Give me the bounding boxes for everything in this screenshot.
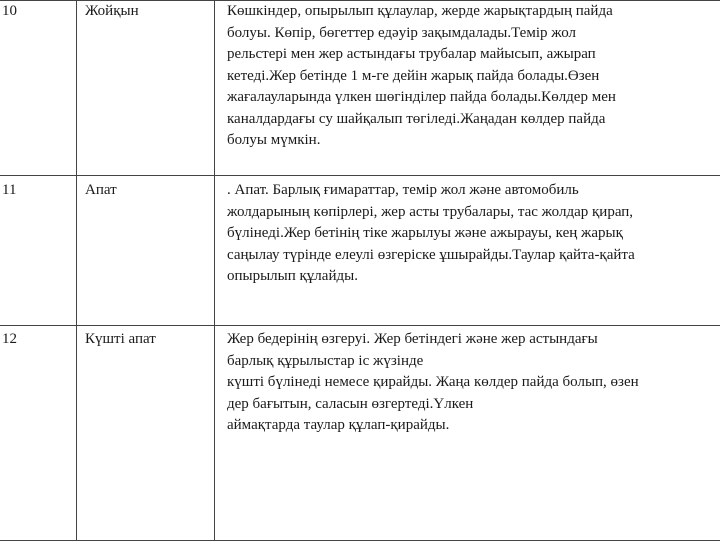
intensity-description: . Апат. Барлық ғимараттар, темір жол және автомобиль жолдарының көпірлері, жер асты трубалары, тас жолдар қирап, бүлінеді.Жер бетінің тіке жарылуы және ажырауы, кең жарық саңылау түрінде елеулі өзгеріске ұшырайды.Таулар қайта-қайта опырылып құлайды. [227,176,716,288]
description-cell [215,1,720,176]
intensity-name: Жойқын [85,1,214,23]
intensity-name-cell [77,176,215,326]
intensity-description: Көшкіндер, опырылып құлаулар, жерде жарықтардың пайда болуы. Көпір, бөгеттер едәуір зақымдалады.Темір жол рельстері мен жер астындағы трубалар майысып, ажырап кетеді.Жер бетінде 1 м-ге дейін жарық пайда болады.Өзен жағалауларында үлкен шөгінділер пайда болады.Көлдер мен каналдардағы су шайқалып төгіледі.Жаңадан көлдер пайда болуы мүмкін. [227,1,716,152]
row-number: 11 [2,176,76,202]
table-row [0,1,720,176]
table-row [0,326,720,541]
row-number-cell [0,326,77,541]
table-row [0,176,720,326]
row-number-cell [0,1,77,176]
row-number: 10 [2,1,76,23]
description-cell [215,326,720,541]
row-number-cell [0,176,77,326]
row-number: 12 [2,326,76,351]
intensity-name: Апат [85,176,214,202]
description-cell [215,176,720,326]
intensity-description: Жер бедерінің өзгеруі. Жер бетіндегі және жер астындағы барлық құрылыстар іс жүзінде күшті бүлінеді немесе қирайды. Жаңа көлдер пайда болып, өзен дер бағытын, саласын өзгертеді.Үлкен аймақтарда таулар құлап-қирайды. [227,326,716,437]
intensity-name: Күшті апат [85,326,214,351]
intensity-name-cell [77,326,215,541]
intensity-name-cell [77,1,215,176]
